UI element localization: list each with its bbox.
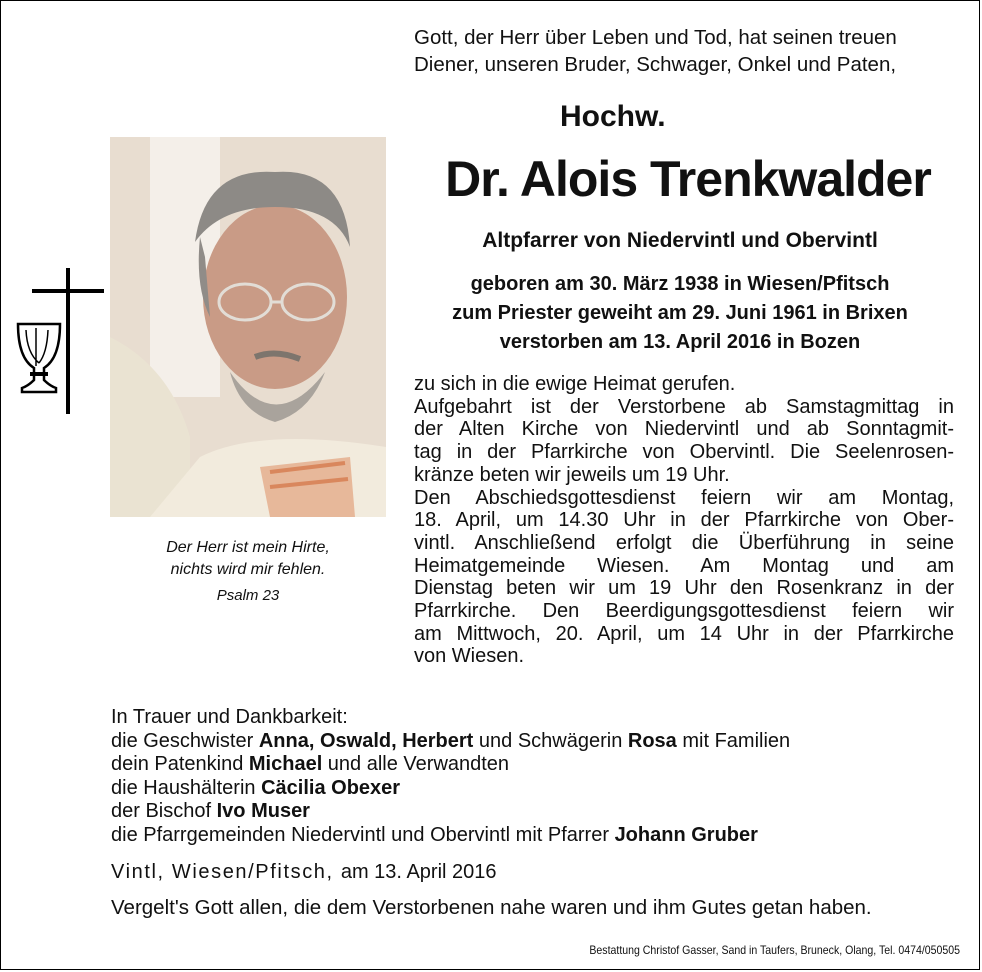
bishop-prefix: der Bischof	[111, 800, 217, 823]
godchild-prefix: dein Patenkind	[111, 753, 249, 776]
undertaker-footer: Bestattung Christof Gasser, Sand in Taufers, Bruneck, Olang, Tel. 0474/050505	[589, 943, 960, 957]
mourners-siblings	[111, 730, 956, 754]
service-line: von Wiesen.	[414, 645, 525, 668]
service-line: 18. April, um 14.30 Uhr in der Pfarrkirche von Ober-	[414, 509, 954, 532]
mourners-bishop	[111, 800, 956, 824]
death-fact: verstorben am 13. April 2016 in Bozen	[499, 331, 861, 353]
siblings-prefix: die Geschwister	[111, 729, 259, 752]
cross-chalice-icon	[14, 268, 106, 416]
birth-fact: geboren am 30. März 1938 in Wiesen/Pfitsch	[470, 273, 890, 295]
date-text: am 13. April 2016	[340, 861, 497, 883]
service-line: Den Abschiedsgottesdienst feiern wir am Montag,	[414, 486, 954, 509]
life-facts	[400, 270, 960, 357]
mourners-godchild	[111, 753, 956, 777]
intro-line-2: Diener, unseren Bruder, Schwager, Onkel und Paten,	[414, 53, 897, 76]
housekeeper-name: Cäcilia Obexer	[261, 776, 401, 799]
called-home-text: zu sich in die ewige Heimat gerufen.	[414, 373, 736, 395]
viewing-line: Aufgebahrt ist der Verstorbene ab Samstagmittag in	[414, 395, 954, 418]
title-prefix: Hochw.	[560, 100, 666, 133]
siblings-names: Anna, Oswald, Herbert	[258, 729, 474, 752]
portrait-illustration	[110, 137, 386, 517]
viewing-paragraph	[414, 396, 954, 487]
viewing-line: kränze beten wir jeweils um 19 Uhr.	[414, 463, 730, 486]
service-line: Pfarrkirche. Den Beerdigungsgottesdienst feiern wir	[414, 600, 954, 623]
viewing-line: der Alten Kirche von Niedervintl und ab Sonntagmit-	[414, 418, 954, 441]
siblings-suffix: mit Familien	[676, 729, 791, 752]
notice-body	[414, 373, 954, 668]
service-line: am Mittwoch, 20. April, um 14 Uhr in der Pfarrkirche	[414, 622, 954, 645]
portrait-photo	[110, 137, 386, 517]
bishop-name: Ivo Muser	[216, 800, 310, 823]
godchild-suffix: und alle Verwandten	[322, 753, 510, 776]
sister-in-law-name: Rosa	[627, 729, 677, 752]
pastor-name: Johann Gruber	[614, 823, 758, 846]
deceased-role: Altpfarrer von Niedervintl und Obervintl	[482, 229, 878, 252]
psalm-caption	[120, 537, 376, 607]
siblings-mid: und Schwägerin	[473, 729, 628, 752]
service-line: Heimatgemeinde Wiesen. Am Montag und am	[414, 554, 954, 577]
intro-text	[414, 24, 954, 78]
mourners-housekeeper	[111, 777, 956, 801]
caption-source: Psalm 23	[216, 587, 280, 604]
godchild-name: Michael	[248, 753, 323, 776]
place-date-line	[111, 861, 497, 884]
place-text: Vintl, Wiesen/Pfitsch,	[111, 861, 341, 883]
caption-line-1: Der Herr ist mein Hirte,	[166, 539, 330, 556]
ordination-fact: zum Priester geweiht am 29. Juni 1961 in Brixen	[452, 302, 908, 324]
caption-line-2: nichts wird mir fehlen.	[170, 561, 326, 578]
deceased-name: Dr. Alois Trenkwalder	[445, 151, 931, 207]
intro-line-1: Gott, der Herr über Leben und Tod, hat seinen treuen	[414, 26, 897, 49]
viewing-line: tag in der Pfarrkirche von Obervintl. Die Seelenrosen-	[414, 441, 954, 464]
mourners-heading: In Trauer und Dankbarkeit:	[111, 706, 348, 728]
housekeeper-prefix: die Haushälterin	[111, 776, 262, 799]
service-line: Dienstag beten wir um 19 Uhr den Rosenkranz in der	[414, 577, 954, 600]
thanks-text: Vergelt's Gott allen, die dem Verstorbenen nahe waren und ihm Gutes getan haben.	[111, 896, 872, 919]
parishes-prefix: die Pfarrgemeinden Niedervintl und Obervintl mit Pfarrer	[111, 823, 615, 846]
mourners-parishes	[111, 824, 956, 848]
service-paragraph	[414, 487, 954, 669]
service-line: vintl. Anschließend erfolgt die Überführung in seine	[414, 531, 954, 554]
mourners-list	[111, 706, 956, 848]
